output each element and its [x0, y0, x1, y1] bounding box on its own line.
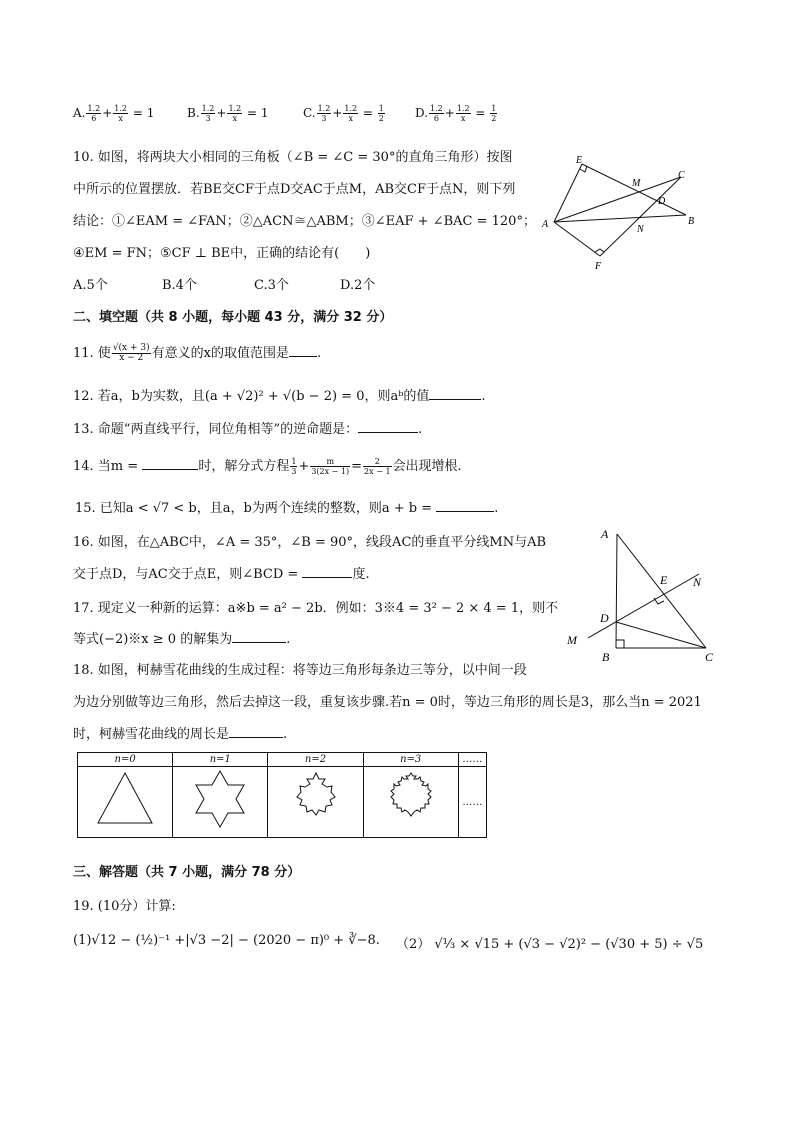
label-D: D	[658, 196, 666, 207]
q11: 11. 使 $\frac{√(x + 3)}{x - 2}$ 有意义的x的取值范围是 .	[73, 343, 322, 363]
q10-option-a: A.5个	[73, 278, 108, 293]
koch-n1	[173, 767, 268, 838]
header-n0: n=0	[78, 753, 173, 767]
q9-option-a: A. $\frac{1.2}{6}$ + $\frac{1.2}{x}$ = 1	[73, 104, 155, 123]
q9-option-d: D. $\frac{1.2}{6}$ + $\frac{1.2}{x}$ = $\frac{1}{2}$	[415, 104, 497, 123]
koch-n0	[78, 767, 173, 838]
q9-option-b: B. $\frac{1.2}{3}$ + $\frac{1.2}{x}$ = 1	[187, 104, 269, 123]
label-M: M	[567, 633, 577, 647]
label-D: D	[600, 611, 609, 625]
q15: 15. 已知a < √7 < b，且a，b为两个连续的整数，则a + b = .	[75, 501, 499, 516]
header-n3: n=3	[363, 753, 458, 767]
label-C: C	[705, 650, 714, 664]
q9-option-c: C. $\frac{1.2}{3}$ + $\frac{1.2}{x}$ = $\frac{1}{2}$	[303, 104, 384, 123]
q16-triangle-figure	[562, 524, 732, 666]
q10-option-d: D.2个	[340, 278, 376, 293]
koch-n2	[268, 767, 363, 838]
label-N: N	[637, 224, 644, 235]
q10-line1: 10. 如图，将两块大小相同的三角板（∠B = ∠C = 30°的直角三角形）按图	[73, 150, 513, 165]
label-A: A	[542, 219, 549, 230]
koch-ellipsis-cell: ……	[458, 767, 486, 838]
label-B: B	[688, 216, 695, 227]
koch-n3	[363, 767, 458, 838]
q16-line2: 交于点D，与AC交于点E，则∠BCD = 度.	[73, 567, 370, 582]
koch-snowflake-table	[77, 752, 487, 838]
q13: 13. 命题“两直线平行，同位角相等”的逆命题是： .	[73, 422, 423, 437]
q19-title: 19. (10分）计算:	[73, 899, 176, 914]
q10-line2: 中所示的位置摆放．若BE交CF于点D交AC于点M，AB交CF于点N，则下列	[73, 182, 516, 197]
q10-line3: 结论：①∠EAM = ∠FAN；②△ACN≅△ABM；③∠EAF + ∠BAC = 120°；	[73, 214, 536, 229]
label-C: C	[678, 170, 685, 181]
header-n2: n=2	[268, 753, 363, 767]
q17-line1: 17. 现定义一种新的运算：a※b = a² − 2b．例如：3※4 = 3² − 2 × 4 = 1，则不	[73, 601, 559, 616]
q16-line1: 16. 如图，在△ABC中，∠A = 35°，∠B = 90°，线段AC的垂直平分线MN与AB	[73, 535, 547, 550]
q10-line4: ④EM = FN；⑤CF ⊥ BE中，正确的结论有( )	[73, 246, 371, 261]
label-N: N	[693, 575, 702, 589]
q17-line2: 等式(−2)※x ≥ 0 的解集为 .	[73, 632, 291, 647]
q18-line2: 为边分别做等边三角形，然后去掉这一段，重复该步骤.若n = 0时，等边三角形的周长是3，那么当n = 2021	[73, 695, 702, 710]
q14: 14. 当m = 时，解分式方程 $\frac{1}{3}$ + $\frac{m}{3(2x - 1)}$ = $\frac{2}{2x - 1}$ 会出现增根.	[73, 457, 462, 476]
label-M: M	[632, 178, 641, 189]
label-E: E	[660, 573, 668, 587]
q10-triangle-figure	[540, 152, 700, 274]
q19-part2: （2） √⅓ × √15 + (√3 − √2)² − (√30 + 5) ÷ √5	[396, 937, 704, 952]
header-n1: n=1	[173, 753, 268, 767]
q18-line1: 18. 如图，柯赫雪花曲线的生成过程：将等边三角形每条边三等分，以中间一段	[73, 663, 527, 678]
section-2-title: 二、填空题（共 8 小题，每小题 43 分，满分 32 分）	[73, 310, 393, 325]
q18-line3: 时，柯赫雪花曲线的周长是 .	[73, 727, 288, 742]
label-B: B	[602, 650, 610, 664]
q12: 12. 若a，b为实数，且(a + √2)² + √(b − 2) = 0，则aᵇ的值 .	[73, 389, 486, 404]
q19-part1: (1)√12 − (½)⁻¹ +|√3 −2| − (2020 − π)⁰ + ∛−8.	[73, 933, 380, 948]
label-A: A	[601, 527, 609, 541]
section-3-title: 三、解答题（共 7 小题，满分 78 分）	[73, 865, 301, 880]
q10-option-c: C.3个	[254, 278, 289, 293]
label-E: E	[576, 155, 583, 166]
q10-option-b: B.4个	[162, 278, 197, 293]
label-F: F	[595, 261, 602, 272]
header-ellipsis: ……	[458, 753, 486, 767]
